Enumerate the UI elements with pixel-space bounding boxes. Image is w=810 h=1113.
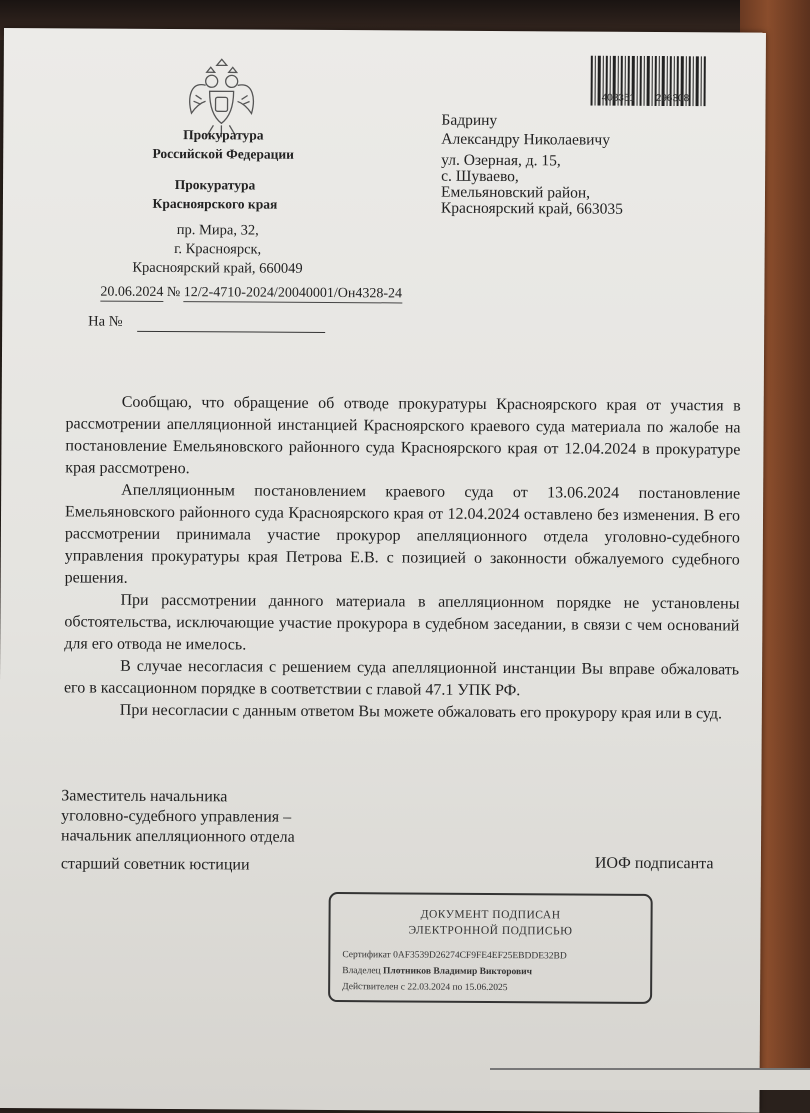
signatory-position-2: уголовно-судебного управления – bbox=[61, 807, 292, 826]
stamp-valid-label: Действителен bbox=[342, 982, 399, 993]
org1-line1: Прокуратура bbox=[183, 127, 264, 143]
signatory-position-1: Заместитель начальника bbox=[61, 787, 228, 806]
registration-number-label: № bbox=[166, 285, 181, 301]
recipient-name-1: Бадрину bbox=[441, 111, 498, 130]
body-paragraph-1: Сообщаю, что обращение об отводе прокуратуры Красноярского края от участия в рассмотрении апелляционной инстанцией Красноярского краевого суда материала по жалобе на постановление Емельяновского районного суда Красноярского края от 12.04.2024 в прокуратуре края рассмотрено. bbox=[65, 393, 741, 478]
signatory-rank: старший советник юстиции bbox=[60, 855, 250, 874]
stamp-valid-to: 15.06.2025 bbox=[464, 982, 508, 994]
recipient-address-1: ул. Озерная, д. 15, bbox=[441, 151, 561, 170]
body-paragraph-3: При рассмотрении данного материала в апелляционном порядке не установлены обстоятельства, исключающие участие прокурора в судебном заседании, в связи с чем оснований для его отвода не имелось. bbox=[64, 591, 740, 654]
stamp-title-2: ЭЛЕКТРОННОЙ ПОДПИСЬЮ bbox=[408, 924, 573, 938]
stamp-title-1: ДОКУМЕНТ ПОДПИСАН bbox=[420, 908, 561, 922]
stamp-valid-to-label: по bbox=[452, 982, 463, 993]
signatory-position-3: начальник апелляционного отдела bbox=[61, 827, 295, 846]
issuer-address-2: г. Красноярск, bbox=[174, 241, 262, 258]
stamp-cert: 0AF3539D26274CF9FE4EF25EBDDE32BD bbox=[393, 950, 567, 962]
org1-line2: Российской Федерации bbox=[152, 145, 295, 162]
stamp-cert-label: Сертификат bbox=[342, 950, 391, 961]
e-signature-stamp bbox=[328, 892, 653, 1004]
second-sheet-edge bbox=[490, 1068, 810, 1090]
org2-line2: Красноярского края bbox=[152, 195, 278, 212]
stamp-owner: Плотников Владимир Викторович bbox=[382, 966, 533, 978]
issuer-address-1: пр. Мира, 32, bbox=[176, 222, 259, 239]
recipient-address-4: Красноярский край, 663035 bbox=[440, 199, 624, 218]
letter-body bbox=[64, 391, 741, 725]
letter-page bbox=[0, 28, 766, 1113]
stamp-owner-label: Владелец bbox=[342, 966, 381, 977]
registration-number: 12/2-4710-2024/20040001/Он4328-24 bbox=[183, 285, 403, 302]
body-paragraph-4: В случае несогласия с решением суда апелляционной инстанции Вы вправе обжаловать его в кассационном порядке в соответствии с главой 47.1 УПК РФ. bbox=[63, 657, 740, 700]
recipient-name-2: Александру Николаевичу bbox=[441, 130, 611, 149]
recipient-address-3: Емельяновский район, bbox=[440, 183, 591, 202]
stamp-valid-from-label: с bbox=[400, 982, 406, 993]
body-paragraph-2: Апелляционным постановлением краевого суда от 13.06.2024 постановление Емельяновского районного суда Красноярского края от 12.04.2024 оставлено без изменения. В его рассмотрении принимала участие прокурор апелляционного отдела уголовно-судебного управления прокуратуры края Петрова Е.В. с позицией о законности обжалуемого судебного решения. bbox=[64, 481, 741, 587]
barcode-numbers: 408351 296308 bbox=[601, 92, 690, 105]
stamp-valid-from: 22.03.2024 bbox=[407, 982, 451, 993]
registration-date: 20.06.2024 bbox=[100, 284, 164, 300]
recipient-address-2: с. Шуваево, bbox=[441, 167, 519, 186]
signatory-name: ИОФ подписанта bbox=[594, 854, 714, 873]
issuer-address-3: Красноярский край, 660049 bbox=[132, 259, 303, 277]
registration-line bbox=[100, 285, 402, 303]
body-paragraph-5: При несогласии с данным ответом Вы можете обжаловать его прокурору края или в суд. bbox=[119, 701, 723, 723]
reply-to-line bbox=[137, 331, 325, 333]
org2-line1: Прокуратура bbox=[174, 177, 256, 193]
reply-to-label: На № bbox=[88, 313, 123, 330]
